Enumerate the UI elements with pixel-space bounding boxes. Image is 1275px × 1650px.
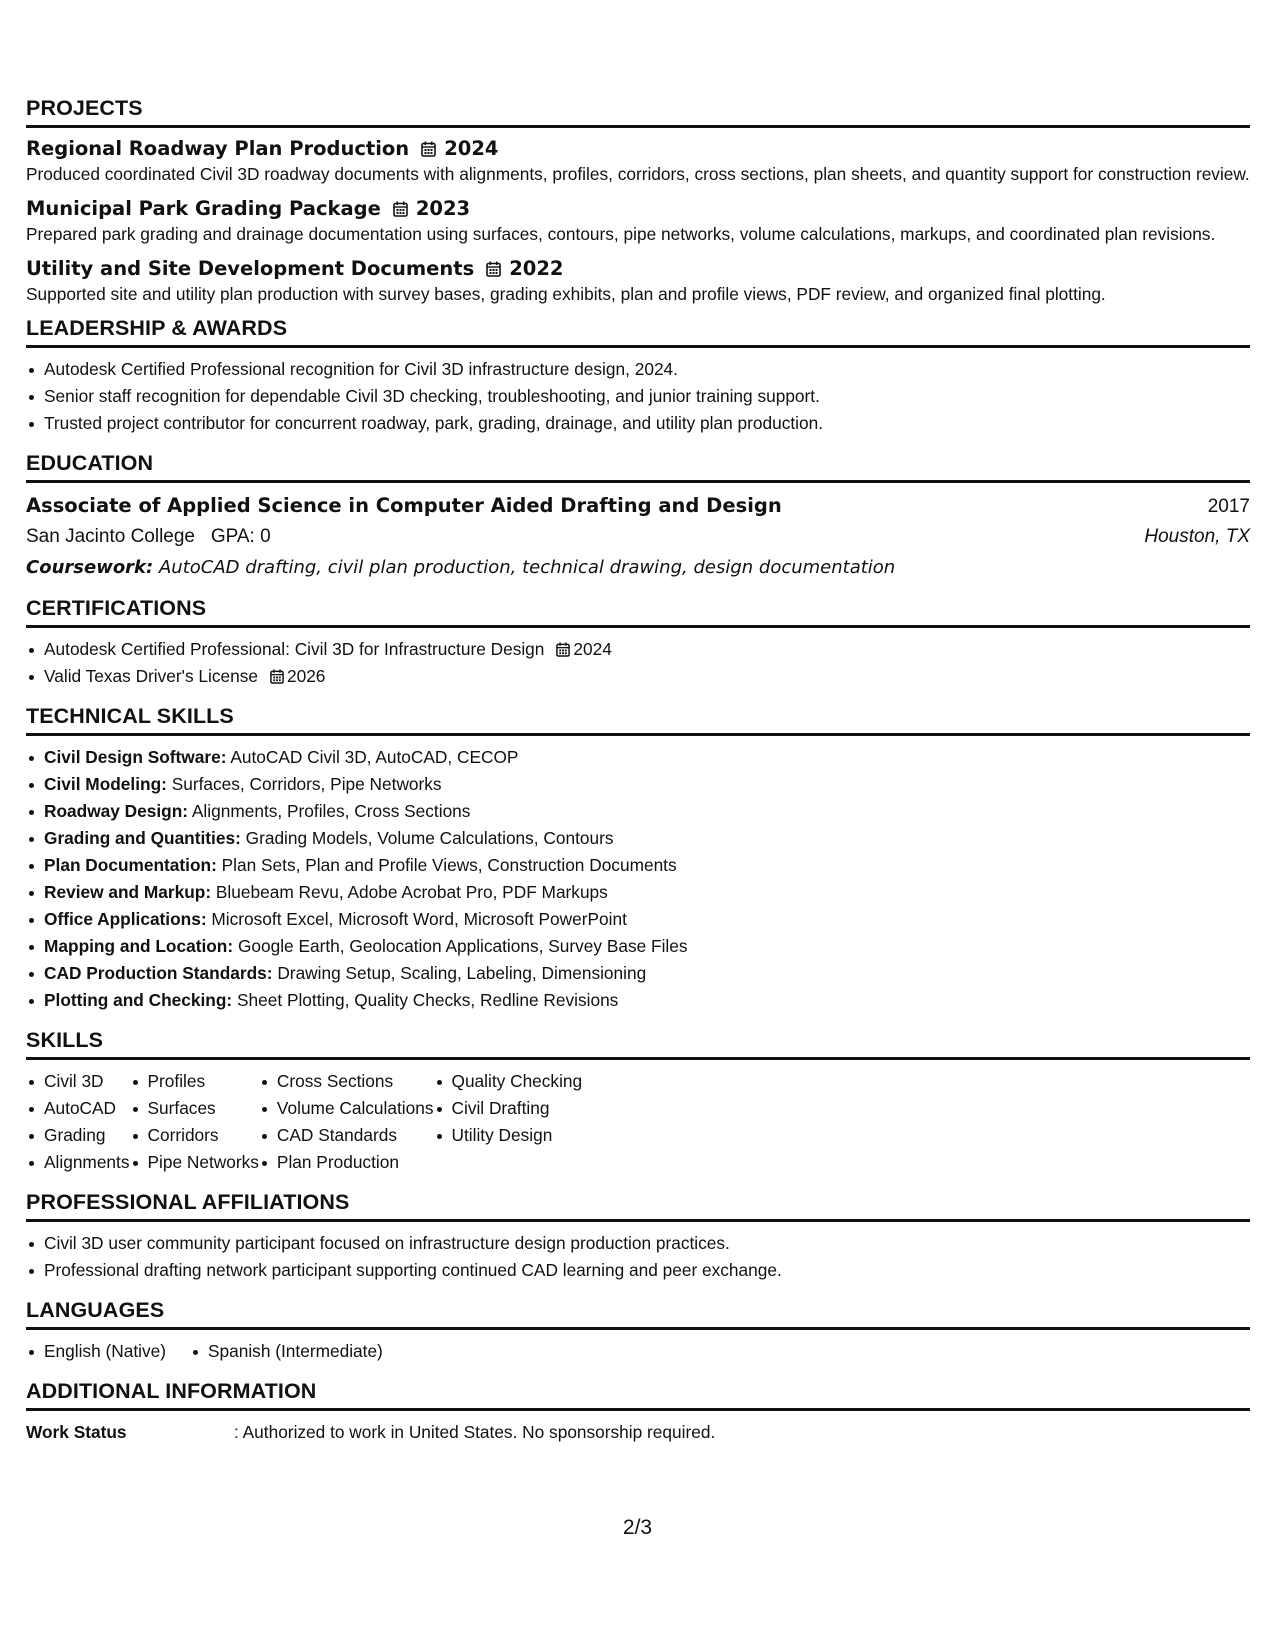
skills-column bbox=[434, 1068, 583, 1176]
list-item: Pipe Networks bbox=[130, 1149, 259, 1176]
certification-item bbox=[26, 636, 1250, 663]
project-description: Produced coordinated Civil 3D roadway documents with alignments, profiles, corridors, cross sections, plan sheets, and quantity support for construction review. bbox=[26, 164, 1250, 184]
skills-grid bbox=[26, 1068, 1250, 1176]
section-heading: PROJECTS bbox=[26, 96, 1250, 128]
skill-values: Grading Models, Volume Calculations, Contours bbox=[245, 828, 614, 848]
list-item: Spanish (Intermediate) bbox=[190, 1338, 383, 1365]
list-item: Profiles bbox=[130, 1068, 259, 1095]
list-item bbox=[26, 879, 1250, 906]
calendar-icon bbox=[270, 669, 284, 684]
project-item bbox=[26, 256, 1250, 306]
skill-category: Civil Modeling: bbox=[44, 774, 167, 794]
skill-values: Drawing Setup, Scaling, Labeling, Dimensioning bbox=[277, 963, 647, 983]
skill-values: Sheet Plotting, Quality Checks, Redline Revisions bbox=[236, 990, 619, 1010]
list-item: Grading bbox=[26, 1122, 130, 1149]
skill-category: Civil Design Software: bbox=[44, 747, 227, 767]
list-item: Trusted project contributor for concurrent roadway, park, grading, drainage, and utility plan production. bbox=[26, 410, 1250, 437]
list-item bbox=[26, 960, 1250, 987]
list-item bbox=[26, 798, 1250, 825]
additional-info-section bbox=[26, 1379, 1250, 1445]
skill-category: Office Applications: bbox=[44, 909, 207, 929]
coursework-label: Coursework: bbox=[26, 557, 154, 578]
skill-values: Google Earth, Geolocation Applications, Survey Base Files bbox=[237, 936, 688, 956]
list-item: Surfaces bbox=[130, 1095, 259, 1122]
project-year: 2022 bbox=[509, 257, 564, 280]
page-number: 2/3 bbox=[622, 1516, 653, 1539]
project-year: 2023 bbox=[415, 197, 471, 220]
coursework bbox=[26, 552, 1250, 584]
list-item: English (Native) bbox=[26, 1338, 166, 1365]
section-heading: ADDITIONAL INFORMATION bbox=[26, 1379, 1250, 1411]
affiliations-list bbox=[26, 1230, 1250, 1284]
section-heading: PROFESSIONAL AFFILIATIONS bbox=[26, 1190, 1250, 1222]
list-item bbox=[26, 744, 1250, 771]
certifications-section bbox=[26, 596, 1250, 704]
work-status-label: Work Status bbox=[26, 1422, 127, 1442]
project-title: Regional Roadway Plan Production bbox=[26, 137, 410, 160]
list-item: Autodesk Certified Professional recognition for Civil 3D infrastructure design, 2024. bbox=[26, 356, 1250, 383]
languages-section bbox=[26, 1298, 1250, 1379]
skill-values: Bluebeam Revu, Adobe Acrobat Pro, PDF Markups bbox=[215, 882, 608, 902]
section-heading: SKILLS bbox=[26, 1028, 1250, 1060]
list-item: Alignments bbox=[26, 1149, 130, 1176]
skills-column bbox=[259, 1068, 434, 1176]
projects-section bbox=[26, 96, 1250, 306]
skill-category: CAD Production Standards: bbox=[44, 963, 273, 983]
calendar-icon bbox=[486, 261, 501, 277]
skill-category: Plan Documentation: bbox=[44, 855, 217, 875]
skills-column bbox=[130, 1068, 259, 1176]
list-item: AutoCAD bbox=[26, 1095, 130, 1122]
coursework-text: AutoCAD drafting, civil plan production, technical drawing, design documentation bbox=[158, 557, 896, 578]
list-item bbox=[26, 906, 1250, 933]
project-title: Municipal Park Grading Package bbox=[26, 197, 381, 220]
project-item bbox=[26, 136, 1250, 186]
skill-category: Mapping and Location: bbox=[44, 936, 234, 956]
project-item bbox=[26, 196, 1250, 246]
school-name: San Jacinto College bbox=[26, 526, 195, 547]
languages-list bbox=[26, 1338, 1250, 1365]
education-section bbox=[26, 451, 1250, 584]
certification-year: 2024 bbox=[573, 639, 612, 659]
list-item: Cross Sections bbox=[259, 1068, 434, 1095]
list-item: Civil 3D bbox=[26, 1068, 130, 1095]
list-item: Senior staff recognition for dependable Civil 3D checking, troubleshooting, and junior training support. bbox=[26, 383, 1250, 410]
project-year: 2024 bbox=[444, 137, 499, 160]
project-description: Supported site and utility plan production with survey bases, grading exhibits, plan and profile views, PDF review, and organized final plotting. bbox=[26, 284, 1106, 304]
skill-values: Alignments, Profiles, Cross Sections bbox=[191, 801, 471, 821]
list-item: Corridors bbox=[130, 1122, 259, 1149]
skill-category: Plotting and Checking: bbox=[44, 990, 233, 1010]
work-status-row bbox=[26, 1419, 1250, 1445]
section-heading: LEADERSHIP & AWARDS bbox=[26, 316, 1250, 348]
list-item: Volume Calculations bbox=[259, 1095, 434, 1122]
list-item: Civil 3D user community participant focused on infrastructure design production practices. bbox=[26, 1230, 1250, 1257]
list-item bbox=[26, 852, 1250, 879]
skills-section bbox=[26, 1028, 1250, 1190]
affiliations-section bbox=[26, 1190, 1250, 1298]
gpa: GPA: 0 bbox=[210, 526, 271, 547]
leadership-section bbox=[26, 316, 1250, 451]
school-location: Houston, TX bbox=[1144, 526, 1250, 547]
list-item: CAD Standards bbox=[259, 1122, 434, 1149]
list-item: Utility Design bbox=[434, 1122, 583, 1149]
list-item: Professional drafting network participant supporting continued CAD learning and peer exchange. bbox=[26, 1257, 1250, 1284]
list-item bbox=[26, 771, 1250, 798]
section-heading: TECHNICAL SKILLS bbox=[26, 704, 1250, 736]
technical-skills-list bbox=[26, 744, 1250, 1014]
section-heading: LANGUAGES bbox=[26, 1298, 1250, 1330]
certification-year: 2026 bbox=[286, 666, 326, 686]
degree-title: Associate of Applied Science in Computer Aided Drafting and Design bbox=[26, 494, 782, 517]
skill-category: Review and Markup: bbox=[44, 882, 212, 902]
certifications-list bbox=[26, 636, 1250, 690]
list-item bbox=[26, 825, 1250, 852]
list-item: Civil Drafting bbox=[434, 1095, 583, 1122]
list-item bbox=[26, 933, 1250, 960]
skill-values: Surfaces, Corridors, Pipe Networks bbox=[171, 774, 442, 794]
calendar-icon bbox=[421, 141, 436, 157]
project-description: Prepared park grading and drainage documentation using surfaces, contours, pipe networks, volume calculations, markups, and coordinated plan revisions. bbox=[26, 224, 1216, 244]
technical-skills-section bbox=[26, 704, 1250, 1028]
list-item bbox=[26, 987, 1250, 1014]
calendar-icon bbox=[556, 642, 570, 657]
work-status-value: : Authorized to work in United States. No sponsorship required. bbox=[234, 1422, 716, 1442]
calendar-icon bbox=[393, 201, 408, 217]
certification-name: Valid Texas Driver's License bbox=[44, 666, 258, 686]
certification-item bbox=[26, 663, 1250, 690]
resume-page bbox=[26, 96, 1250, 1445]
skill-values: AutoCAD Civil 3D, AutoCAD, CECOP bbox=[230, 747, 519, 767]
section-heading: EDUCATION bbox=[26, 451, 1250, 483]
section-heading: CERTIFICATIONS bbox=[26, 596, 1250, 628]
list-item: Plan Production bbox=[259, 1149, 434, 1176]
skill-category: Roadway Design: bbox=[44, 801, 189, 821]
skill-values: Plan Sets, Plan and Profile Views, Construction Documents bbox=[221, 855, 677, 875]
project-title: Utility and Site Development Documents bbox=[26, 257, 475, 280]
leadership-list bbox=[26, 356, 1250, 437]
certification-name: Autodesk Certified Professional: Civil 3D for Infrastructure Design bbox=[44, 639, 545, 659]
skill-values: Microsoft Excel, Microsoft Word, Microsoft PowerPoint bbox=[211, 909, 627, 929]
graduation-year: 2017 bbox=[1207, 496, 1250, 517]
skill-category: Grading and Quantities: bbox=[44, 828, 241, 848]
skills-column bbox=[26, 1068, 130, 1176]
list-item: Quality Checking bbox=[434, 1068, 583, 1095]
